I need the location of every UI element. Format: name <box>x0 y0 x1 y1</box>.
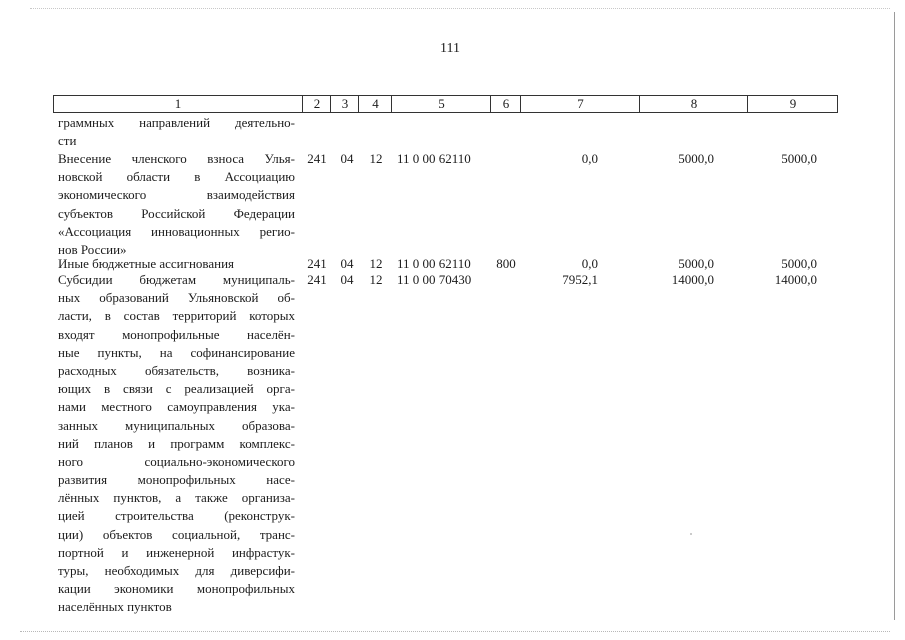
description-line: туры, необходимых для диверсифи- <box>58 563 295 578</box>
description-line: нами местного самоуправления ука- <box>58 399 295 415</box>
description-line: входят монопрофильные населён- <box>58 326 295 342</box>
cell-amount-col8: 14000,0 <box>671 272 714 287</box>
description-line: портной и инженерной инфрастук- <box>58 544 295 560</box>
header-col-8: 8 <box>639 96 748 112</box>
description-line: ласти, в состав территорий которых <box>58 308 295 324</box>
scan-speck <box>690 533 692 535</box>
description-line: населённых пунктов <box>58 599 172 615</box>
description-line: ных образований Ульяновской об- <box>58 290 295 306</box>
cell-ministry-code: 241 <box>307 272 327 287</box>
scan-edge-right <box>894 12 895 620</box>
description-line: ции) объектов социальной, транс- <box>58 526 295 542</box>
description-line: субъектов Российской Федерации <box>58 205 295 221</box>
description-line: граммных направлений деятельно- <box>58 115 295 130</box>
cell-subsection-code: 12 <box>369 256 383 271</box>
row-description <box>58 271 295 617</box>
description-line: сти <box>58 133 77 149</box>
cell-amount-col9: 14000,0 <box>774 272 817 287</box>
cell-amount-col7: 0,0 <box>581 256 598 271</box>
cell-amount-col9: 5000,0 <box>781 256 817 271</box>
cell-amount-col7: 0,0 <box>581 151 598 166</box>
row-description <box>58 150 295 259</box>
description-line: нов России» <box>58 241 127 257</box>
cell-expense-type: 800 <box>496 256 516 271</box>
header-col-6: 6 <box>490 96 521 112</box>
cell-amount-col8: 5000,0 <box>678 256 714 271</box>
cell-ministry-code: 241 <box>307 151 327 166</box>
header-col-4: 4 <box>358 96 392 112</box>
cell-ministry-code: 241 <box>307 256 327 271</box>
cell-section-code: 04 <box>340 256 354 271</box>
page-number: 111 <box>440 41 460 56</box>
header-col-1: 1 <box>174 96 182 111</box>
scan-edge-bottom <box>20 631 890 633</box>
description-line: Субсидии бюджетам муниципаль- <box>58 272 295 287</box>
description-line: цией строительства (реконструк- <box>58 508 295 524</box>
header-col-2: 2 <box>302 96 331 112</box>
description-line: Иные бюджетные ассигнования <box>58 256 235 271</box>
description-line: занных муниципальных образова- <box>58 417 295 433</box>
cell-target-article: 11 0 00 70430 <box>397 272 472 287</box>
cell-section-code: 04 <box>340 272 354 287</box>
cell-amount-col9: 5000,0 <box>781 151 817 166</box>
row-description <box>58 114 295 150</box>
description-line: новской области в Ассоциацию <box>58 169 295 185</box>
description-line: ные пункты, на софинансирование <box>58 344 295 360</box>
description-line: развития монопрофильных насе- <box>58 472 295 488</box>
cell-subsection-code: 12 <box>369 272 383 287</box>
description-line: экономического взаимодействия <box>58 187 295 203</box>
description-line: Внесение членского взноса Улья- <box>58 151 295 166</box>
description-line: ний планов и программ комплекс- <box>58 435 295 451</box>
description-line: «Ассоциация инновационных регио- <box>58 223 295 239</box>
header-col-9: 9 <box>747 96 838 112</box>
header-col-3: 3 <box>330 96 359 112</box>
description-line: кации экономики монопрофильных <box>58 581 295 597</box>
cell-target-article: 11 0 00 62110 <box>397 256 471 271</box>
cell-subsection-code: 12 <box>369 151 383 166</box>
scan-edge-top <box>30 8 890 10</box>
description-line: расходных обязательств, возника- <box>58 362 295 378</box>
cell-section-code: 04 <box>340 151 354 166</box>
cell-target-article: 11 0 00 62110 <box>397 151 471 166</box>
table-header-row <box>53 95 838 113</box>
cell-amount-col7: 7952,1 <box>562 272 598 287</box>
description-line: ющих в связи с реализацией орга- <box>58 381 295 397</box>
header-col-7: 7 <box>520 96 640 112</box>
description-line: лённых пунктов, а также организа- <box>58 490 295 506</box>
cell-amount-col8: 5000,0 <box>678 151 714 166</box>
header-col-5: 5 <box>391 96 491 112</box>
description-line: ного социально-экономического <box>58 453 295 469</box>
